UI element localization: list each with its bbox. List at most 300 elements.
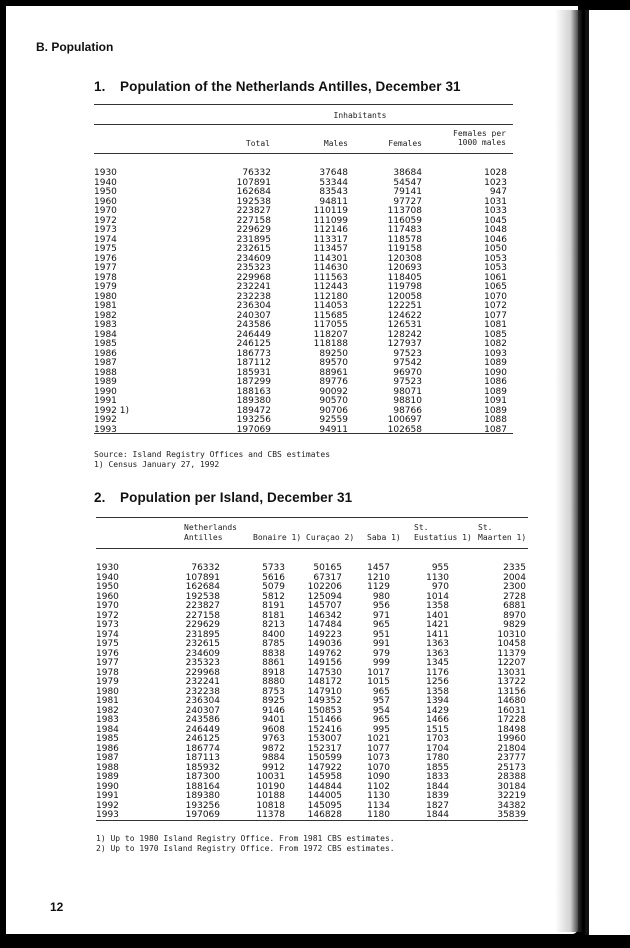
- females-cell: 100697: [387, 415, 422, 425]
- maarten-cell: 30184: [497, 781, 526, 792]
- saba-cell: 971: [372, 610, 390, 621]
- bonaire-cell: 10188: [256, 791, 285, 801]
- curacao-cell: 147910: [307, 686, 342, 697]
- males-cell: 118188: [313, 339, 348, 349]
- ratio-cell: 1050: [484, 244, 507, 254]
- total-cell: 232241: [236, 282, 271, 292]
- netherlands-antilles-cell: 231895: [185, 629, 220, 640]
- table2-header-eustatius-l2: Eustatius 1): [414, 533, 472, 542]
- year-cell: 1985: [94, 339, 117, 349]
- saba-cell: 1102: [367, 781, 390, 792]
- table2-title-text: Population per Island, December 31: [120, 490, 353, 505]
- table-row: [0, 396, 630, 406]
- curacao-cell: 149762: [307, 648, 342, 659]
- males-cell: 111099: [313, 215, 348, 226]
- curacao-cell: 145095: [307, 800, 342, 811]
- total-cell: 229629: [236, 225, 271, 235]
- table-row: [0, 763, 630, 773]
- saba-cell: 1457: [367, 563, 390, 573]
- netherlands-antilles-cell: 232238: [185, 686, 220, 697]
- netherlands-antilles-cell: 234609: [185, 648, 220, 659]
- eustatius-cell: 1833: [426, 772, 449, 782]
- netherlands-antilles-cell: 187113: [185, 753, 220, 763]
- table2-footnote-1: 1) Up to 1980 Island Registry Office. From 1981 CBS estimates.: [96, 834, 395, 843]
- ratio-cell: 1093: [484, 348, 507, 359]
- males-cell: 89250: [319, 348, 348, 359]
- year-cell: 1983: [96, 715, 119, 725]
- females-cell: 97523: [393, 348, 422, 359]
- bonaire-cell: 8181: [262, 610, 285, 621]
- saba-cell: 1210: [367, 572, 390, 583]
- year-cell: 1988: [94, 367, 117, 378]
- saba-cell: 965: [372, 715, 390, 725]
- netherlands-antilles-cell: 197069: [185, 810, 220, 820]
- ratio-cell: 1089: [484, 386, 507, 397]
- bonaire-cell: 8753: [262, 686, 285, 697]
- eustatius-cell: 1515: [426, 724, 449, 735]
- table-row: [0, 620, 630, 630]
- males-cell: 117055: [313, 320, 348, 330]
- bonaire-cell: 5616: [262, 572, 285, 583]
- table-row: [0, 387, 630, 397]
- maarten-cell: 12207: [497, 658, 526, 668]
- table-row: [0, 197, 630, 207]
- saba-cell: 995: [372, 724, 390, 735]
- year-cell: 1982: [96, 705, 119, 716]
- year-cell: 1987: [96, 753, 119, 763]
- females-cell: 117483: [387, 225, 422, 235]
- maarten-cell: 21804: [497, 743, 526, 754]
- maarten-cell: 2300: [503, 582, 526, 592]
- year-cell: 1992: [96, 800, 119, 811]
- year-cell: 1974: [94, 234, 117, 245]
- total-cell: 227158: [236, 215, 271, 226]
- table2-header-na-l1: Netherlands: [184, 523, 237, 532]
- table-row: [0, 273, 630, 283]
- eustatius-cell: 1421: [426, 620, 449, 630]
- maarten-cell: 13031: [497, 667, 526, 678]
- females-cell: 54547: [393, 177, 422, 188]
- females-cell: 118578: [387, 234, 422, 245]
- males-cell: 90706: [319, 405, 348, 416]
- total-cell: 107891: [236, 177, 271, 188]
- table2-header-maarten-l2: Maarten 1): [478, 533, 527, 542]
- total-cell: 246125: [236, 339, 271, 349]
- year-cell: 1991: [96, 791, 119, 801]
- year-cell: 1987: [94, 358, 117, 368]
- table1-number: 1.: [94, 79, 106, 94]
- total-cell: 223827: [236, 206, 271, 216]
- saba-cell: 1134: [367, 800, 390, 811]
- total-cell: 234609: [236, 253, 271, 264]
- curacao-cell: 146342: [307, 610, 342, 621]
- ratio-cell: 1031: [484, 196, 507, 207]
- males-cell: 114630: [313, 263, 348, 273]
- table-row: [0, 349, 630, 359]
- curacao-cell: 150853: [307, 705, 342, 716]
- year-cell: 1984: [94, 329, 117, 340]
- table-row: [0, 168, 630, 178]
- males-cell: 90570: [319, 396, 348, 406]
- table2-header-eustatius-l1: St.: [414, 523, 429, 532]
- table-row: [0, 725, 630, 735]
- table1-header-ratio-l1: Females per: [453, 129, 506, 138]
- bonaire-cell: 5812: [262, 591, 285, 602]
- ratio-cell: 1023: [484, 177, 507, 188]
- bonaire-cell: 5079: [262, 582, 285, 592]
- table2-header-bonaire: Bonaire 1): [253, 533, 302, 542]
- netherlands-antilles-cell: 227158: [185, 610, 220, 621]
- bonaire-cell: 9146: [262, 705, 285, 716]
- maarten-cell: 32219: [497, 791, 526, 801]
- curacao-cell: 149036: [307, 639, 342, 649]
- ratio-cell: 1061: [484, 272, 507, 283]
- table-row: [0, 810, 630, 820]
- table-row: [0, 187, 630, 197]
- males-cell: 88961: [319, 367, 348, 378]
- table2-header-curacao: Curaçao 2): [306, 533, 355, 542]
- ratio-cell: 1090: [484, 367, 507, 378]
- curacao-cell: 102206: [307, 582, 342, 592]
- table-row: [0, 630, 630, 640]
- table-row: [0, 687, 630, 697]
- saba-cell: 965: [372, 686, 390, 697]
- bonaire-cell: 8861: [262, 658, 285, 668]
- females-cell: 98071: [393, 386, 422, 397]
- table-row: [0, 791, 630, 801]
- year-cell: 1930: [94, 168, 117, 178]
- females-cell: 102658: [387, 424, 422, 435]
- table-row: [0, 330, 630, 340]
- table-row: [0, 573, 630, 583]
- eustatius-cell: 1844: [426, 810, 449, 820]
- year-cell: 1981: [94, 301, 117, 311]
- table1-header-total: Total: [245, 139, 270, 148]
- eustatius-cell: 1401: [426, 610, 449, 621]
- ratio-cell: 1053: [484, 253, 507, 264]
- table-row: [0, 406, 630, 416]
- eustatius-cell: 1466: [426, 715, 449, 725]
- males-cell: 113317: [313, 234, 348, 245]
- netherlands-antilles-cell: 232241: [185, 677, 220, 687]
- males-cell: 53344: [319, 177, 348, 188]
- netherlands-antilles-cell: 189380: [185, 791, 220, 801]
- total-cell: 162684: [236, 187, 271, 197]
- table-row: [0, 801, 630, 811]
- table-row: [0, 715, 630, 725]
- bonaire-cell: 8400: [262, 629, 285, 640]
- total-cell: 189472: [236, 405, 271, 416]
- table-row: [0, 368, 630, 378]
- males-cell: 94811: [319, 196, 348, 207]
- year-cell: 1960: [96, 591, 119, 602]
- eustatius-cell: 1363: [426, 639, 449, 649]
- year-cell: 1982: [94, 310, 117, 321]
- maarten-cell: 13156: [497, 686, 526, 697]
- table1-header-ratio-l2: 1000 males: [457, 138, 506, 147]
- table-row: [0, 301, 630, 311]
- year-cell: 1950: [94, 187, 117, 197]
- table-row: [0, 639, 630, 649]
- females-cell: 98810: [393, 396, 422, 406]
- year-cell: 1992: [94, 415, 117, 425]
- males-cell: 111563: [313, 272, 348, 283]
- table-row: [0, 339, 630, 349]
- saba-cell: 979: [372, 648, 390, 659]
- ratio-cell: 1053: [484, 263, 507, 273]
- table2-header-rule: [96, 548, 528, 549]
- curacao-cell: 153007: [307, 734, 342, 744]
- eustatius-cell: 1411: [426, 629, 449, 640]
- year-cell: 1972: [96, 610, 119, 621]
- year-cell: 1970: [94, 206, 117, 216]
- year-cell: 1981: [96, 696, 119, 706]
- netherlands-antilles-cell: 188164: [185, 781, 220, 792]
- eustatius-cell: 1394: [426, 696, 449, 706]
- year-cell: 1990: [94, 386, 117, 397]
- males-cell: 94911: [319, 424, 348, 435]
- year-cell: 1930: [96, 563, 119, 573]
- bonaire-cell: 8918: [262, 667, 285, 678]
- total-cell: 232238: [236, 291, 271, 302]
- bonaire-cell: 8213: [262, 620, 285, 630]
- year-cell: 1977: [94, 263, 117, 273]
- table1-bottom-rule: [94, 433, 513, 434]
- year-cell: 1988: [96, 762, 119, 773]
- maarten-cell: 28388: [497, 772, 526, 782]
- table1-group-rule: [94, 124, 513, 125]
- maarten-cell: 2335: [503, 563, 526, 573]
- table2-header-saba: Saba 1): [367, 533, 401, 542]
- table-row: [0, 563, 630, 573]
- saba-cell: 1017: [367, 667, 390, 678]
- table-row: [0, 696, 630, 706]
- maarten-cell: 18498: [497, 724, 526, 735]
- ratio-cell: 1089: [484, 358, 507, 368]
- ratio-cell: 1088: [484, 415, 507, 425]
- eustatius-cell: 1345: [426, 658, 449, 668]
- table-row: [0, 744, 630, 754]
- saba-cell: 957: [372, 696, 390, 706]
- table2-number: 2.: [94, 490, 106, 505]
- year-cell: 1979: [96, 677, 119, 687]
- maarten-cell: 10458: [497, 639, 526, 649]
- table-row: [0, 225, 630, 235]
- eustatius-cell: 1014: [426, 591, 449, 602]
- females-cell: 120308: [387, 253, 422, 264]
- table2-header-maarten-l1: St.: [478, 523, 493, 532]
- year-cell: 1985: [96, 734, 119, 744]
- females-cell: 119798: [387, 282, 422, 292]
- ratio-cell: 1065: [484, 282, 507, 292]
- table-row: [0, 772, 630, 782]
- saba-cell: 1077: [367, 743, 390, 754]
- netherlands-antilles-cell: 223827: [185, 601, 220, 611]
- year-cell: 1980: [94, 291, 117, 302]
- table-row: [0, 582, 630, 592]
- females-cell: 124622: [387, 310, 422, 321]
- saba-cell: 1090: [367, 772, 390, 782]
- maarten-cell: 34382: [497, 800, 526, 811]
- table-row: [0, 753, 630, 763]
- table1-footnote: 1) Census January 27, 1992: [94, 460, 220, 469]
- ratio-cell: 1091: [484, 396, 507, 406]
- males-cell: 115685: [313, 310, 348, 321]
- ratio-cell: 1070: [484, 291, 507, 302]
- total-cell: 192538: [236, 196, 271, 207]
- bonaire-cell: 8191: [262, 601, 285, 611]
- table-row: [0, 311, 630, 321]
- total-cell: 197069: [236, 424, 271, 435]
- year-cell: 1979: [94, 282, 117, 292]
- eustatius-cell: 1780: [426, 753, 449, 763]
- table1-title: [94, 79, 461, 94]
- year-cell: 1973: [94, 225, 117, 235]
- table1-top-rule: [94, 104, 513, 105]
- year-cell: 1993: [94, 424, 117, 435]
- netherlands-antilles-cell: 246125: [185, 734, 220, 744]
- bonaire-cell: 8880: [262, 677, 285, 687]
- saba-cell: 1021: [367, 734, 390, 744]
- year-cell: 1975: [96, 639, 119, 649]
- year-cell: 1990: [96, 781, 119, 792]
- netherlands-antilles-cell: 185932: [185, 762, 220, 773]
- year-cell: 1975: [94, 244, 117, 254]
- total-cell: 185931: [236, 367, 271, 378]
- ratio-cell: 1081: [484, 320, 507, 330]
- saba-cell: 954: [372, 705, 390, 716]
- females-cell: 113708: [387, 206, 422, 216]
- table-row: [0, 706, 630, 716]
- curacao-cell: 145958: [307, 772, 342, 782]
- table1-header-males: Males: [323, 139, 348, 148]
- total-cell: 229968: [236, 272, 271, 283]
- page-number: 12: [50, 900, 64, 914]
- ratio-cell: 1086: [484, 377, 507, 387]
- females-cell: 120058: [387, 291, 422, 302]
- ratio-cell: 1048: [484, 225, 507, 235]
- maarten-cell: 10310: [497, 629, 526, 640]
- table-row: [0, 668, 630, 678]
- eustatius-cell: 970: [431, 582, 449, 592]
- total-cell: 193256: [236, 415, 271, 425]
- table-row: [0, 206, 630, 216]
- males-cell: 92559: [319, 415, 348, 425]
- year-cell: 1989: [96, 772, 119, 782]
- saba-cell: 1070: [367, 762, 390, 773]
- year-cell: 1974: [96, 629, 119, 640]
- table-row: [0, 235, 630, 245]
- males-cell: 110119: [313, 206, 348, 216]
- table-row: [0, 254, 630, 264]
- males-cell: 89570: [319, 358, 348, 368]
- section-title: B. Population: [36, 40, 114, 54]
- table-row: [0, 358, 630, 368]
- bonaire-cell: 9608: [262, 724, 285, 735]
- eustatius-cell: 1844: [426, 781, 449, 792]
- bonaire-cell: 9912: [262, 762, 285, 773]
- males-cell: 83543: [319, 187, 348, 197]
- total-cell: 243586: [236, 320, 271, 330]
- curacao-cell: 151466: [307, 715, 342, 725]
- saba-cell: 965: [372, 620, 390, 630]
- maarten-cell: 8970: [503, 610, 526, 621]
- table-row: [0, 677, 630, 687]
- year-cell: 1978: [96, 667, 119, 678]
- eustatius-cell: 1358: [426, 686, 449, 697]
- maarten-cell: 19960: [497, 734, 526, 744]
- year-cell: 1960: [94, 196, 117, 207]
- table-row: [0, 734, 630, 744]
- ratio-cell: 1082: [484, 339, 507, 349]
- eustatius-cell: 955: [431, 563, 449, 573]
- year-cell: 1993: [96, 810, 119, 820]
- ratio-cell: 1087: [484, 424, 507, 435]
- eustatius-cell: 1855: [426, 762, 449, 773]
- females-cell: 97542: [393, 358, 422, 368]
- saba-cell: 1180: [367, 810, 390, 820]
- netherlands-antilles-cell: 76332: [191, 563, 220, 573]
- table2-title: [94, 490, 352, 505]
- eustatius-cell: 1363: [426, 648, 449, 659]
- total-cell: 231895: [236, 234, 271, 245]
- bonaire-cell: 9884: [262, 753, 285, 763]
- bonaire-cell: 5733: [262, 563, 285, 573]
- bonaire-cell: 10818: [256, 800, 285, 811]
- maarten-cell: 17228: [497, 715, 526, 725]
- netherlands-antilles-cell: 192538: [185, 591, 220, 602]
- table1-header-females: Females: [388, 139, 422, 148]
- males-cell: 114301: [313, 253, 348, 264]
- maarten-cell: 16031: [497, 705, 526, 716]
- total-cell: 187299: [236, 377, 271, 387]
- saba-cell: 1130: [367, 791, 390, 801]
- ratio-cell: 1028: [484, 168, 507, 178]
- saba-cell: 956: [372, 601, 390, 611]
- males-cell: 112443: [313, 282, 348, 292]
- table-row: [0, 592, 630, 602]
- netherlands-antilles-cell: 236304: [185, 696, 220, 706]
- saba-cell: 1129: [367, 582, 390, 592]
- total-cell: 188163: [236, 386, 271, 397]
- females-cell: 96970: [393, 367, 422, 378]
- table2-footnote-2: 2) Up to 1970 Island Registry Office. From 1972 CBS estimates.: [96, 844, 395, 853]
- eustatius-cell: 1839: [426, 791, 449, 801]
- netherlands-antilles-cell: 107891: [185, 572, 220, 583]
- curacao-cell: 148172: [307, 677, 342, 687]
- table-row: [0, 649, 630, 659]
- maarten-cell: 2004: [503, 572, 526, 583]
- males-cell: 112180: [313, 291, 348, 302]
- saba-cell: 1073: [367, 753, 390, 763]
- females-cell: 97523: [393, 377, 422, 387]
- maarten-cell: 11379: [497, 648, 526, 659]
- females-cell: 116059: [387, 215, 422, 226]
- table-row: [0, 216, 630, 226]
- table-row: [0, 320, 630, 330]
- bonaire-cell: 8785: [262, 639, 285, 649]
- saba-cell: 951: [372, 629, 390, 640]
- table-row: [0, 178, 630, 188]
- maarten-cell: 9829: [503, 620, 526, 630]
- table2-header-na-l2: Antilles: [184, 533, 223, 542]
- table-row: [0, 782, 630, 792]
- curacao-cell: 144005: [307, 791, 342, 801]
- ratio-cell: 1085: [484, 329, 507, 340]
- table-row: [0, 415, 630, 425]
- table-row: [0, 292, 630, 302]
- females-cell: 128242: [387, 329, 422, 340]
